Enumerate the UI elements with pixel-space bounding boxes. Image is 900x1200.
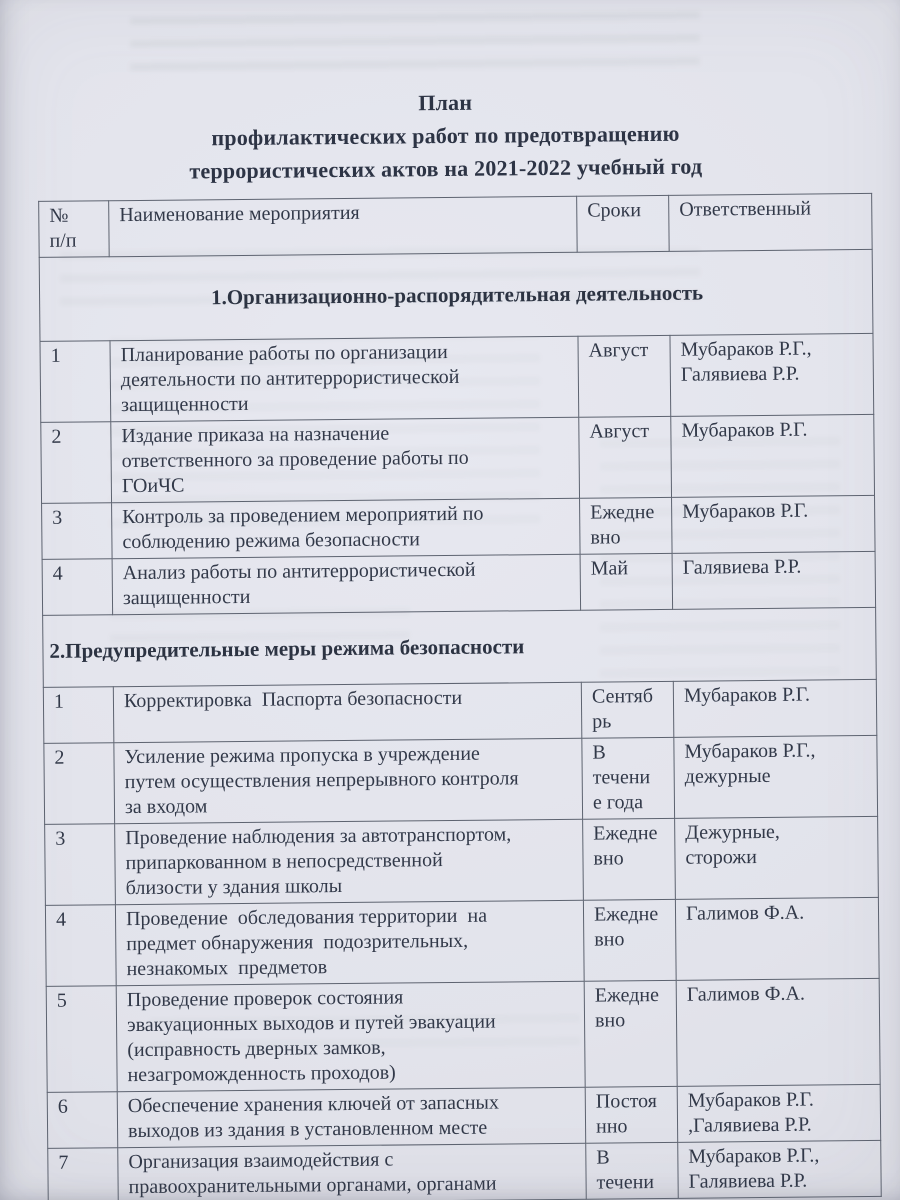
row-number: 4 [42, 559, 113, 616]
row-responsible: Галимов Ф.А. [676, 978, 880, 1086]
row-term: Постоя нно [585, 1086, 678, 1143]
header-activity-name: Наименование мероприятия [109, 196, 578, 256]
row-responsible: Галявиева Р.Р. [672, 551, 876, 609]
table-row [46, 978, 880, 1092]
row-activity: Проведение наблюдения за автотранспортом, припаркованном в непосредственной близости у здания школы [115, 819, 584, 904]
row-responsible: Мубараков Р.Г. [671, 414, 875, 497]
row-term: Ежедне вно [580, 497, 673, 554]
row-number: 3 [42, 503, 113, 560]
header-number: № п/п [39, 201, 110, 258]
row-activity: Обеспечение хранения ключей от запасных выходов из здания в установленном месте [117, 1087, 586, 1147]
table-row [47, 1084, 880, 1148]
row-number: 4 [45, 905, 116, 987]
section-2-header-row [43, 607, 877, 687]
table-header-row [39, 193, 872, 257]
row-activity: Анализ работы по антитеррористической защищенности [112, 554, 581, 614]
table-row [45, 897, 879, 986]
row-term: Ежедне вно [583, 818, 676, 900]
row-number: 7 [48, 1148, 119, 1200]
row-responsible: Дежурные, сторожи [675, 816, 879, 899]
header-responsible: Ответственный [669, 193, 873, 251]
title-line-2: профилактических работ по предотвращению [211, 120, 680, 151]
row-responsible: Мубараков Р.Г., Галявиева Р.Р. [678, 1140, 882, 1198]
title-line-1: План [418, 89, 473, 116]
row-activity: Проведение проверок состояния эвакуационных выходов и путей эвакуации (исправность дверных замков, незагроможденность проходов) [116, 981, 585, 1091]
row-term: Ежедне вно [584, 980, 677, 1087]
document-title [0, 0, 896, 189]
row-term: В течени [586, 1142, 679, 1199]
row-responsible: Галимов Ф.А. [675, 897, 879, 980]
row-number: 1 [40, 341, 111, 423]
row-activity: Планирование работы по организации деятельности по антитеррористической защищенности [110, 336, 579, 421]
section-2-title: 2.Предупредительные меры режима безопасности [43, 607, 877, 687]
table-row [43, 679, 876, 743]
row-number: 2 [41, 422, 112, 504]
row-term: Сентяб рь [581, 681, 674, 738]
row-activity: Корректировка Паспорта безопасности [113, 682, 582, 742]
row-responsible: Мубараков Р.Г. [673, 679, 877, 737]
table-row [45, 816, 879, 905]
row-responsible: Мубараков Р.Г., Галявиева Р.Р. [670, 333, 874, 416]
row-number: 3 [45, 824, 116, 906]
table-row [42, 551, 875, 615]
section-1-header-row [39, 249, 873, 341]
table-row [44, 735, 878, 824]
row-activity: Издание приказа на назначение ответственного за проведение работы по ГОиЧС [111, 417, 580, 502]
table-row [42, 495, 875, 559]
table-row [40, 333, 874, 422]
row-activity: Организация взаимодействия с правоохранительными органами, органами [118, 1143, 587, 1200]
row-activity: Усиление режима пропуска в учреждение путем осуществления непрерывного контроля за входом [114, 738, 583, 823]
title-line-3: террористических актов на 2021-2022 учебный год [189, 153, 703, 184]
row-number: 5 [46, 986, 117, 1093]
row-term: В течени е года [582, 737, 675, 819]
row-responsible: Мубараков Р.Г., дежурные [674, 735, 878, 818]
header-terms: Сроки [577, 195, 670, 252]
row-term: Ежедне вно [583, 899, 676, 981]
row-number: 6 [47, 1092, 118, 1149]
row-term: Август [579, 416, 672, 498]
row-activity: Проведение обследования территории на предмет обнаружения подозрительных, незнакомых предметов [115, 900, 584, 985]
row-number: 2 [44, 743, 115, 825]
row-term: Август [578, 335, 671, 417]
row-term: Май [580, 553, 673, 610]
section-1-title: 1.Организационно-распорядительная деятельность [39, 249, 873, 341]
row-number: 1 [43, 687, 114, 744]
row-responsible: Мубараков Р.Г. [672, 495, 876, 553]
plan-table [38, 193, 882, 1200]
row-responsible: Мубараков Р.Г. ,Галявиева Р.Р. [677, 1084, 881, 1142]
table-row [41, 414, 875, 503]
row-activity: Контроль за проведением мероприятий по соблюдению режима безопасности [112, 498, 581, 558]
table-row [48, 1140, 881, 1200]
